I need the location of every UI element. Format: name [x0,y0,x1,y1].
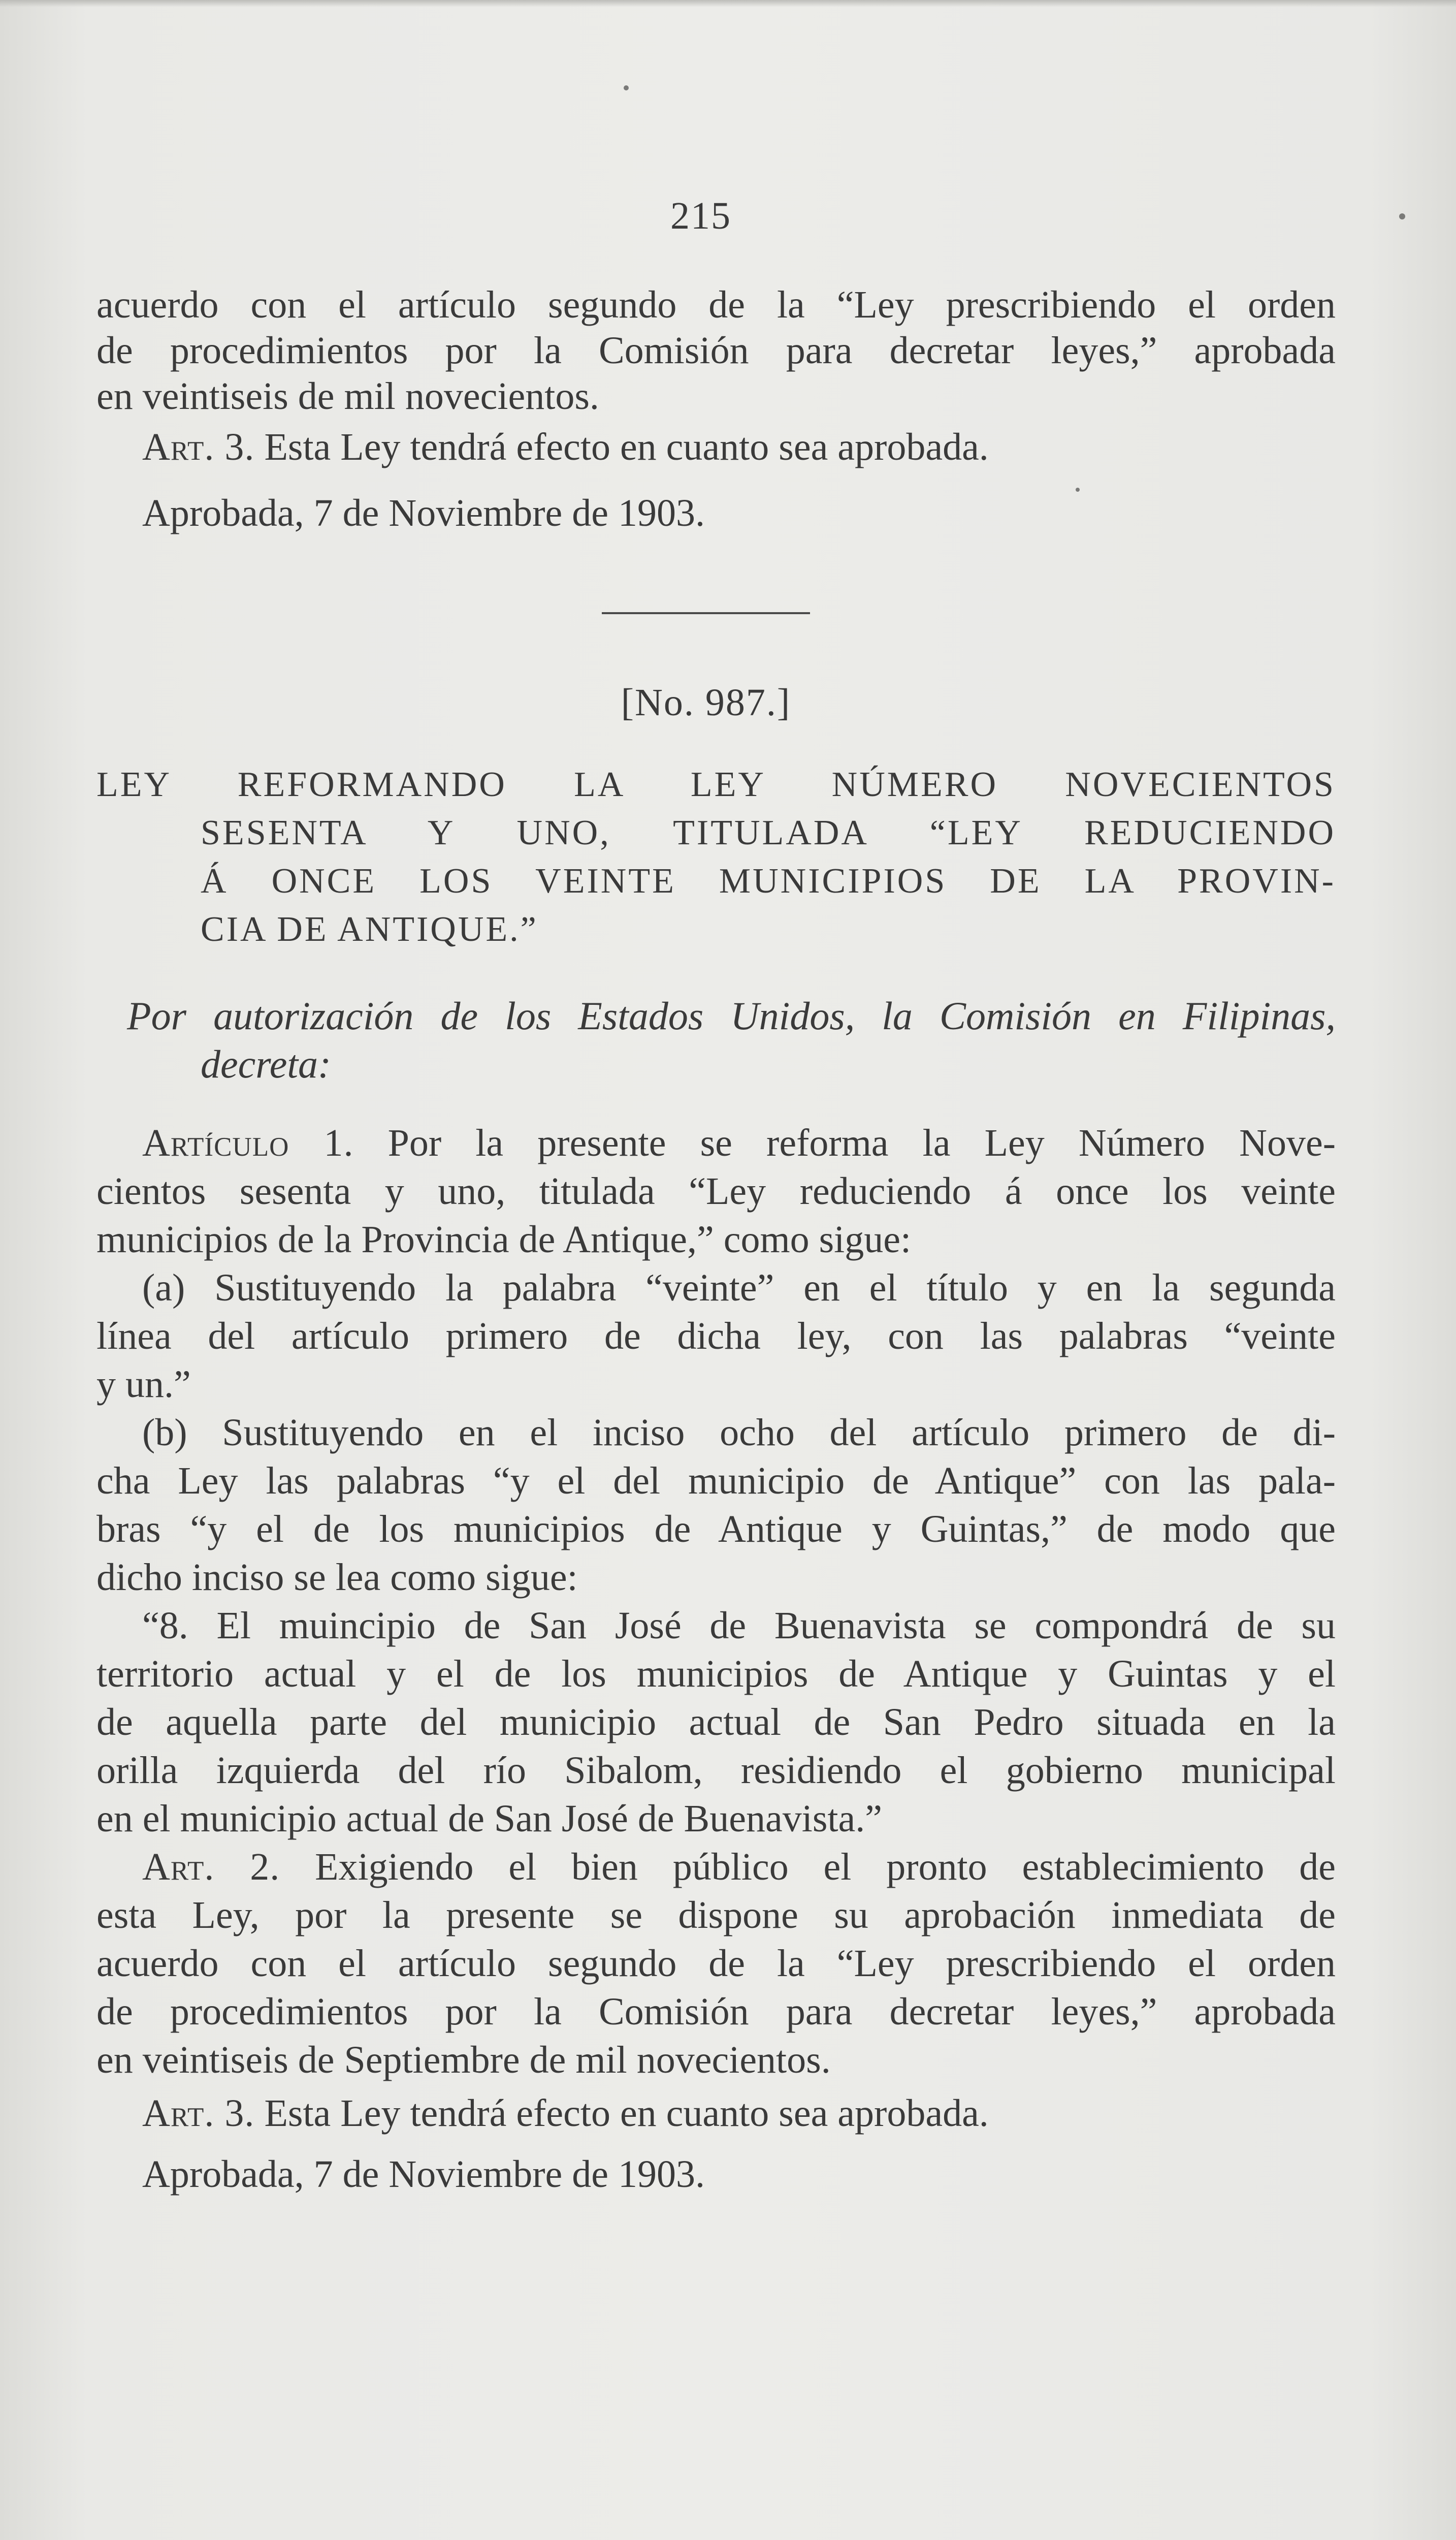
clause-a-line-3: y un.” [96,1363,191,1406]
article-3-text: Esta Ley tendrá efecto en cuanto sea aprobada. [264,2092,989,2135]
top-paragraph-line-2: de procedimientos por la Comisión para decretar leyes,” aprobada [96,329,1336,372]
page-top-shadow [0,0,1456,7]
top-article-3-text: Esta Ley tendrá efecto en cuanto sea aprobada. [264,426,989,468]
law-title-line-3: Á ONCE LOS VEINTE MUNICIPIOS DE LA PROVIN- [201,862,1336,901]
article-2-label: Art. 2. [142,1846,280,1888]
law-title-line-1: LEY REFORMANDO LA LEY NÚMERO NOVECIENTOS [96,765,1336,804]
page-number: 215 [670,195,731,237]
article-3 [96,2078,1336,2149]
decree-line-1: Por autorización de los Estados Unidos, la Comisión en Filipinas, [127,994,1336,1038]
top-paragraph-line-1: acuerdo con el artículo segundo de la “Ley prescribiendo el orden [96,283,1336,326]
article-1-label: Artículo 1. [142,1122,354,1164]
decree-line-2: decreta: [201,1042,331,1086]
speck [1399,213,1405,219]
law-title-line-4: CIA DE ANTIQUE.” [201,910,538,949]
quote-line-2: territorio actual y el de los municipios de Antique y Guintas y el [96,1653,1336,1695]
clause-a-line-2: línea del artículo primero de dicha ley, con las palabras “veinte [96,1315,1336,1357]
law-number: [No. 987.] [621,681,791,724]
article-1-text-1: Por la presente se reforma la Ley Número Nove- [387,1122,1336,1164]
article-3-label: Art. 3. [142,2092,255,2135]
top-paragraph-line-3: en veintiseis de mil novecientos. [96,375,599,418]
speck [624,85,629,90]
article-2-line-4: de procedimientos por la Comisión para decretar leyes,” aprobada [96,1990,1336,2033]
clause-a-line-1: (a) Sustituyendo la palabra “veinte” en el título y en la segunda [142,1266,1336,1309]
article-2-line-5: en veintiseis de Septiembre de mil novecientos. [96,2039,831,2081]
clause-b-line-3: bras “y el de los municipios de Antique y Guintas,” de modo que [96,1508,1336,1550]
article-1-line-2: cientos sesenta y uno, titulada “Ley reduciendo á once los veinte [96,1170,1336,1213]
article-1-line-3: municipios de la Provincia de Antique,” como sigue: [96,1218,912,1261]
quote-line-5: en el municipio actual de San José de Buenavista.” [96,1797,882,1840]
approval-date: Aprobada, 7 de Noviembre de 1903. [142,2153,705,2196]
quote-line-3: de aquella parte del municipio actual de San Pedro situada en la [96,1701,1336,1743]
article-2-line-3: acuerdo con el artículo segundo de la “Ley prescribiendo el orden [96,1942,1336,1985]
clause-b-line-4: dicho inciso se lea como sigue: [96,1556,578,1599]
top-approval-date: Aprobada, 7 de Noviembre de 1903. [142,492,705,534]
article-2-line-2: esta Ley, por la presente se dispone su aprobación inmediata de [96,1894,1336,1936]
article-2-text-1: Exigiendo el bien público el pronto establecimiento de [315,1846,1336,1888]
clause-b-line-2: cha Ley las palabras “y el del municipio de Antique” con las pala- [96,1459,1336,1502]
section-divider [602,612,810,614]
law-title-line-2: SESENTA Y UNO, TITULADA “LEY REDUCIENDO [201,813,1336,852]
top-article-3-label: Art. 3. [142,426,255,468]
quote-line-4: orilla izquierda del río Sibalom, residiendo el gobierno municipal [96,1749,1336,1792]
quote-line-1: “8. El muincipio de San José de Buenavista se compondrá de su [142,1604,1336,1647]
top-article-3 [96,411,1336,483]
clause-b-line-1: (b) Sustituyendo en el inciso ocho del artículo primero de di- [142,1411,1336,1454]
